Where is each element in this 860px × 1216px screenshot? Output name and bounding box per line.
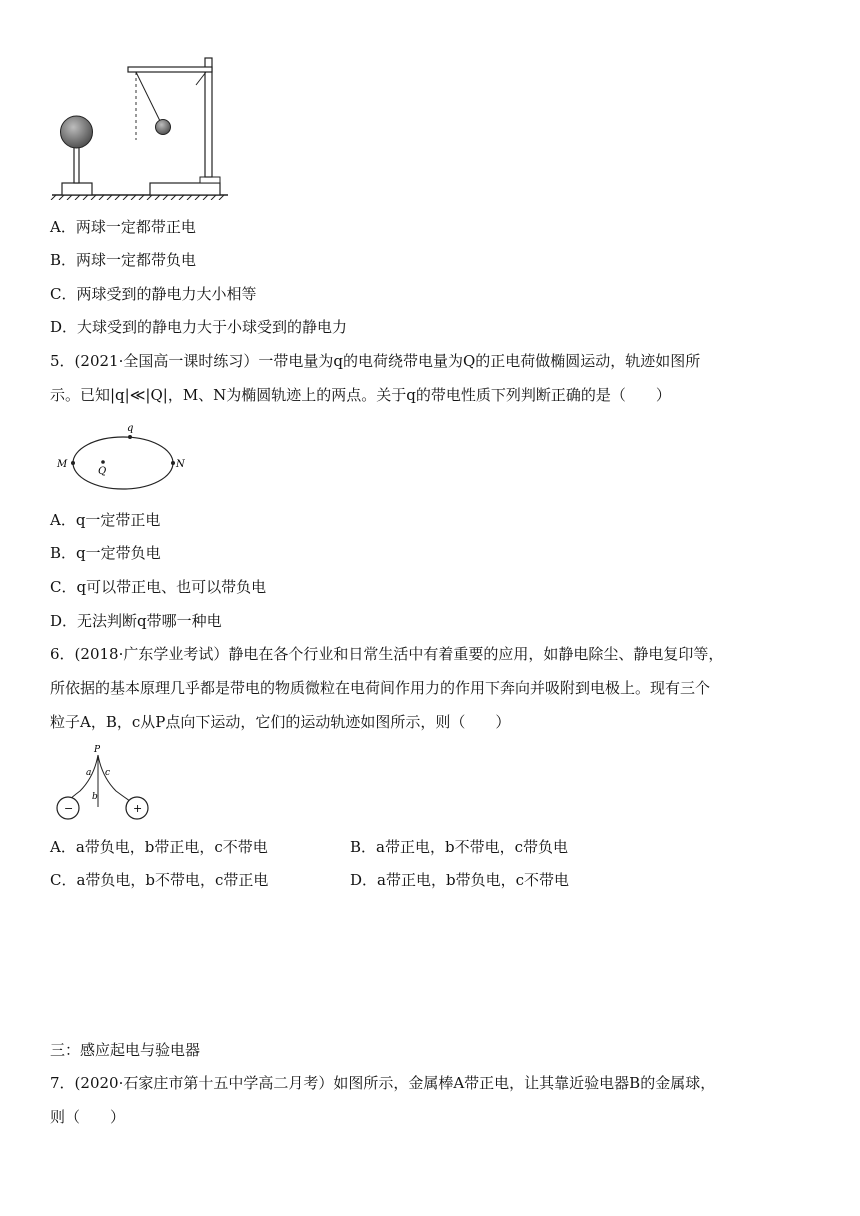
q6-stem-line3: 粒子A，B，c从P点向下运动，它们的运动轨迹如图所示，则（ ）	[50, 713, 511, 731]
q6-label-b: b	[92, 792, 98, 802]
q6-label-p: P	[94, 745, 101, 755]
q5-option-b: B．q一定带负电	[50, 544, 161, 562]
q6-option-c: C．a带负电，b不带电，c带正电	[50, 871, 269, 889]
q5-label-m: M	[57, 459, 68, 470]
q5-figure	[52, 420, 187, 492]
q6-label-c: c	[105, 768, 111, 778]
q6-stem-line1: 6．(2018·广东学业考试）静电在各个行业和日常生活中有着重要的应用，如静电除尘、静电复印等，	[50, 645, 724, 663]
q6-label-a: a	[86, 768, 92, 778]
q4-option-b: B．两球一定都带负电	[50, 251, 197, 269]
q6-plus-sign: +	[133, 802, 143, 815]
q6-option-b: B．a带正电，b不带电，c带负电	[350, 838, 568, 856]
q5-stem-line2: 示。已知|q|≪|Q|，M、N为椭圆轨迹上的两点。关于q的带电性质下列判断正确的是（ ）	[50, 386, 671, 404]
q7-stem-line1: 7．(2020·石家庄市第十五中学高二月考）如图所示，金属棒A带正电，让其靠近验电器B的金属球，	[50, 1074, 716, 1092]
q6-option-d: D．a带正电，b带负电，c不带电	[350, 871, 569, 889]
q5-option-c: C．q可以带正电、也可以带负电	[50, 578, 267, 596]
q6-option-a: A．a带负电，b带正电，c不带电	[50, 838, 268, 856]
q4-figure	[50, 55, 240, 200]
q5-stem-line1: 5．(2021·全国高一课时练习）一带电量为q的电荷绕带电量为Q的正电荷做椭圆运动，轨迹如图所	[50, 352, 701, 370]
section-3-title: 三：感应起电与验电器	[50, 1041, 201, 1059]
q4-option-d: D．大球受到的静电力大于小球受到的静电力	[50, 318, 348, 336]
q5-label-n: N	[176, 459, 185, 470]
q7-stem-line2: 则（ ）	[50, 1108, 126, 1126]
q6-options-row2	[50, 869, 820, 891]
q4-option-c: C．两球受到的静电力大小相等	[50, 285, 257, 303]
q6-figure	[50, 743, 160, 823]
q4-option-a: A．两球一定都带正电	[50, 218, 196, 236]
q6-options-row1	[50, 836, 820, 858]
q6-minus-sign: −	[64, 802, 74, 815]
q5-option-d: D．无法判断q带哪一种电	[50, 612, 222, 630]
q5-label-q-small: q	[127, 423, 134, 434]
q5-label-q-large: Q	[98, 466, 107, 477]
q6-stem-line2: 所依据的基本原理几乎都是带电的物质微粒在电荷间作用力的作用下奔向并吸附到电极上。现有三个	[50, 679, 711, 697]
q5-option-a: A．q一定带正电	[50, 511, 161, 529]
